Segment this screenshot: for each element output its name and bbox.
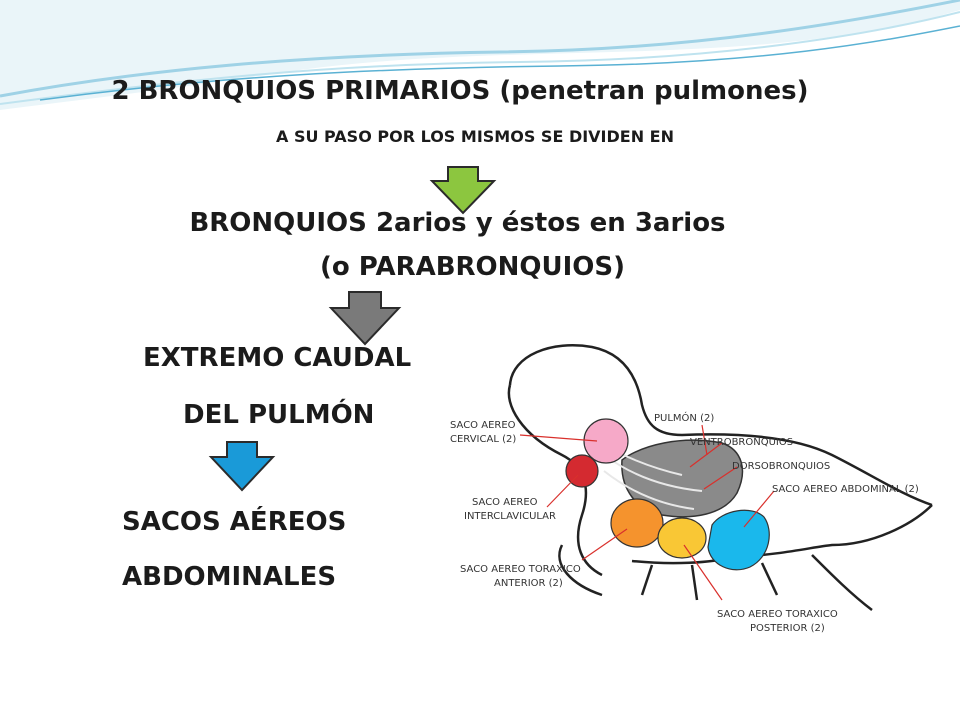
label-dorso: DORSOBRONQUIOS xyxy=(732,461,831,472)
thoracic-posterior-air-sac xyxy=(658,518,706,558)
slide-title: 2 BRONQUIOS PRIMARIOS (penetran pulmones) xyxy=(111,76,809,106)
label-inter-2: INTERCLAVICULAR xyxy=(464,511,556,522)
label-cervical-2: CERVICAL (2) xyxy=(450,434,517,445)
label-abdominal: SACO AEREO ABDOMINAL (2) xyxy=(772,484,919,495)
secondary-bronchi-text: BRONQUIOS 2arios y éstos en 3arios xyxy=(189,208,726,238)
label-tor-ant-2: ANTERIOR (2) xyxy=(494,578,563,589)
blue-down-arrow xyxy=(207,440,277,492)
parabronchi-text: (o PARABRONQUIOS) xyxy=(319,252,626,282)
gray-down-arrow xyxy=(327,290,403,346)
label-pulmon: PULMÓN (2) xyxy=(654,413,715,424)
label-tor-post-2: POSTERIOR (2) xyxy=(750,623,825,634)
label-tor-ant-1: SACO AEREO TORAXICO xyxy=(460,564,581,575)
thoracic-anterior-air-sac xyxy=(611,499,663,547)
air-sacs-text: SACOS AÉREOS xyxy=(122,507,347,537)
lung-text: DEL PULMÓN xyxy=(183,400,375,430)
abdominal-text: ABDOMINALES xyxy=(122,562,337,592)
caudal-end-text: EXTREMO CAUDAL xyxy=(143,343,412,373)
bird-respiratory-diagram xyxy=(432,295,960,720)
slide-subtitle: A SU PASO POR LOS MISMOS SE DIVIDEN EN xyxy=(275,127,674,146)
label-ventro: VENTROBRONQUIOS xyxy=(690,437,794,448)
label-tor-post-1: SACO AEREO TORAXICO xyxy=(717,609,838,620)
label-cervical-1: SACO AEREO xyxy=(450,420,516,431)
label-inter-1: SACO AEREO xyxy=(472,497,538,508)
